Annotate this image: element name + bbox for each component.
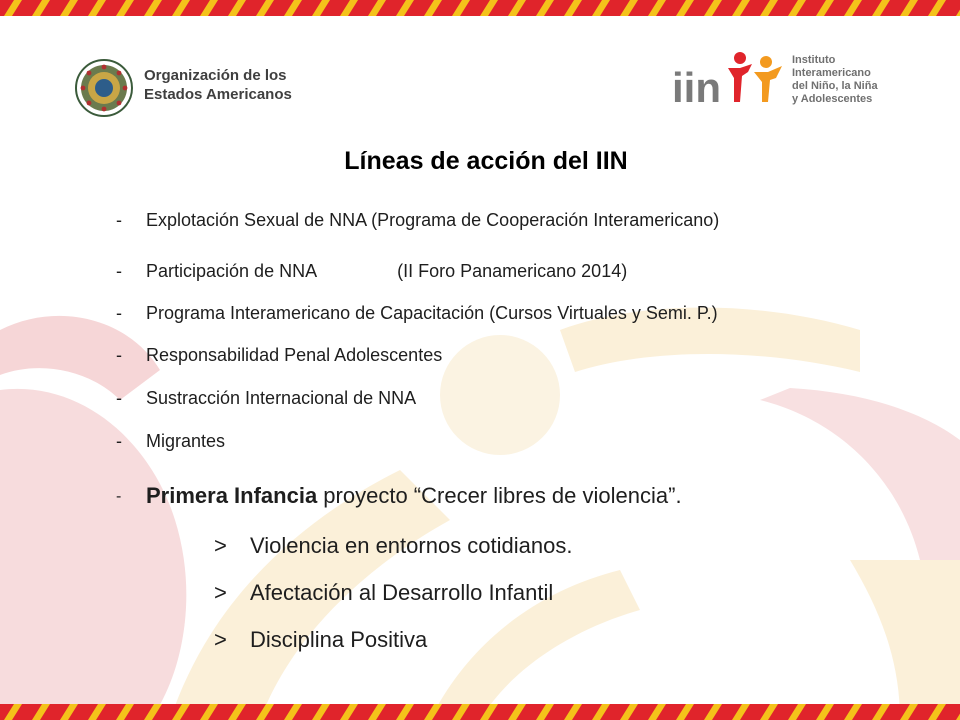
bullet-dash: - bbox=[116, 431, 122, 451]
list-item-text: Programa Interamericano de Capacitación (Cursos Virtuales y Semi. P.) bbox=[146, 303, 718, 323]
bullet-dash: - bbox=[116, 210, 122, 230]
list-item bbox=[116, 210, 719, 231]
list-item-text: Participación de NNA bbox=[146, 261, 318, 281]
sub-marker: > bbox=[214, 627, 227, 652]
list-item-text: Migrantes bbox=[146, 431, 226, 451]
bullet-dash: - bbox=[116, 345, 122, 365]
highlight-rest-text: proyecto “Crecer libres de violencia”. bbox=[317, 483, 682, 508]
iin-name-line: Interamericano bbox=[792, 67, 871, 79]
bottom-color-bar bbox=[0, 704, 960, 720]
list-item bbox=[116, 345, 442, 366]
bullet-dash: - bbox=[116, 261, 122, 281]
bullet-dash: - bbox=[116, 388, 122, 408]
list-item-text: Explotación Sexual de NNA (Programa de Cooperación Interamericano) bbox=[146, 210, 720, 230]
sub-item bbox=[214, 533, 572, 559]
sub-item-text: Disciplina Positiva bbox=[250, 627, 428, 652]
iin-name-line: y Adolescentes bbox=[792, 93, 873, 105]
list-item-text: Responsabilidad Penal Adolescentes bbox=[146, 345, 443, 365]
bullet-dash: - bbox=[116, 488, 122, 506]
highlight-item bbox=[116, 483, 682, 509]
sub-item-text: Afectación al Desarrollo Infantil bbox=[250, 580, 554, 605]
sub-marker: > bbox=[214, 533, 227, 558]
list-item bbox=[116, 388, 416, 409]
list-item bbox=[116, 261, 627, 282]
slide-title: Líneas de acción del IIN bbox=[344, 147, 628, 175]
iin-logo bbox=[670, 46, 910, 126]
top-color-bar bbox=[0, 0, 960, 16]
highlight-bold-text: Primera Infancia bbox=[146, 483, 318, 508]
oas-seal-icon bbox=[74, 58, 134, 118]
sub-item bbox=[214, 627, 427, 653]
oas-name-line1: Organización de los bbox=[144, 67, 287, 84]
iin-mark-text: iin bbox=[672, 64, 721, 111]
list-item bbox=[116, 431, 225, 452]
list-item-text: Sustracción Internacional de NNA bbox=[146, 388, 417, 408]
oas-logo bbox=[74, 58, 314, 118]
iin-name-line: Instituto bbox=[792, 54, 836, 66]
bullet-dash: - bbox=[116, 303, 122, 323]
list-item bbox=[116, 303, 718, 324]
list-item-note: (II Foro Panamericano 2014) bbox=[397, 261, 628, 281]
oas-name-line2: Estados Americanos bbox=[144, 86, 292, 103]
sub-marker: > bbox=[214, 580, 227, 605]
iin-figures-icon bbox=[670, 46, 790, 116]
iin-name-line: del Niño, la Niña bbox=[792, 80, 878, 92]
sub-item-text: Violencia en entornos cotidianos. bbox=[250, 533, 573, 558]
sub-item bbox=[214, 580, 553, 606]
